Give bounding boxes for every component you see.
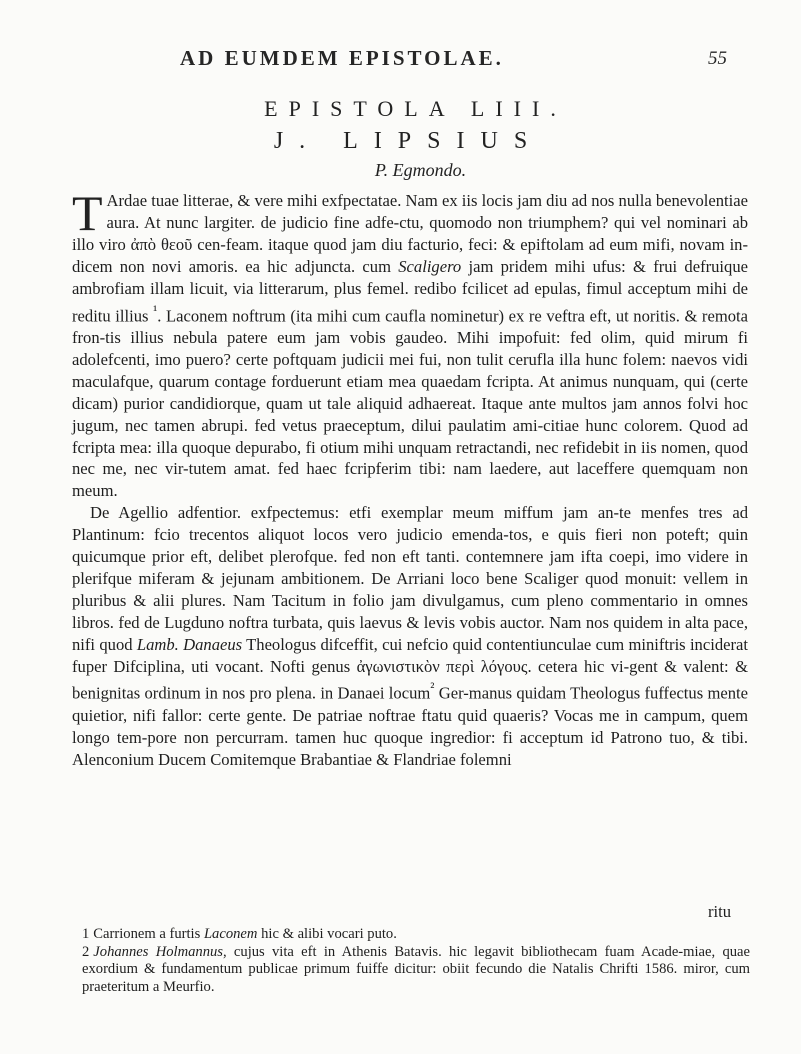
footnote-2-text: , cujus vita eft in Athenis Batavis. hic legavit bibliothecam fuam Acade-miae, quae exordium & fundamentum publicae primum fuiffe dicitur: obiit fecundo die Natalis Chrifti 1586. miror, cum praeteritum a Meurfio. <box>82 943 750 995</box>
p1-text-c: jam pridem mihi ufus: & frui defruique ambrofiam illam licuit, via litterarum, plus femel. redibo fcilicet ad epulas, fimul acceptum mihi de reditu illius <box>72 256 748 326</box>
footnote-ref-2: ² <box>430 680 435 696</box>
p1-text-d: . Laconem noftrum (ita mihi cum caufla nominetur) ex re veftra eft, ut noritis. & remota fron-tis illius nebula patere eum jam vobis gaudeo. Mihi impofuit: fed olim, quid mirum fi adolefcenti, imo puero? certe poftquam judicii mei fui, non tulit cerufla illa hunc folem: naevos vidi maculafque, quarum contage forduerunt etiam mea quaedam fcripta. At animus nunquam, qui (certe dicam) purior candidiorque, quam ut tale aliquid adhaereat. Itaque ante multos jam annos folvi hoc jugum, nec tamen abrupi. fed vetus praeceptum, dilui paulatim ami-citiae hunc colorem. Quod ad fcripta mea: illa quoque depurabo, fi otium mihi unquam retractandi, nec refidebit in iis nomen, quod nec me, nec vir-tutem amat. fed haec fcripferim tibi: nam laedere, aut laceffere quemquam non meum. <box>72 306 749 501</box>
p2-text-d: Ger-manus quidam Theologus fuffectus mente quietior, nifi fallor: certe gente. De patriae noftrae ftatu quid quaeris? Vocas me in campum, quem longo tem-pore non percurram. tamen huc quoque ingredior: fi acceptum id Patrono tuo, & tibi. Alenconium Ducem Comitemque Brabantiae & Flandriae folemni <box>72 684 749 769</box>
letter-author: J. LIPSIUS <box>273 128 544 154</box>
footnotes <box>82 926 750 996</box>
page-number: 55 <box>708 48 727 69</box>
footnote-1 <box>82 926 750 944</box>
p1-text-b: cen-feam. itaque quod jam diu facturio, feci: & epiftolam ad eum mifi, novam in-dicem non novi amoris. ea hic adjuncta. cum <box>72 234 749 276</box>
name-danaeus: Lamb. Danaeus <box>136 634 243 654</box>
drop-cap: T <box>72 185 103 241</box>
paragraph-1 <box>72 185 749 502</box>
p2-text-c: . cetera hic vi-gent & valent: & benignitas ordinum in nos pro plena. in Danaei locum <box>72 656 748 703</box>
p2-text-b: Theologus difceffit, cui nefcio quid contentiunculae cum miniftris inciderat fuper Difciplina, uti vocant. Nofti genus <box>72 634 748 676</box>
footnote-1-text-a: Carrionem a furtis <box>93 926 204 942</box>
footnote-1-number: 1 <box>82 926 90 942</box>
footnote-2-number: 2 <box>82 943 90 960</box>
footnote-1-laconem: Laconem <box>203 926 258 942</box>
name-scaliger: Scaligero <box>398 256 462 276</box>
running-head <box>0 46 801 76</box>
p2-text-a: De Agellio adfentior. exfpectemus: etfi exemplar meum miffum jam an-te menfes tres ad Plantinum: fcio trecentos aliquot locos vero judicio emenda-tos, e quis fieri non poteft; quin quicumque prior eft, delibet plerofque. fed non eft tanti. contemnere jam ifta coepi, imo videre in plerifque miferam & jejunam ambitionem. De Arriani loco bene Scaliger quod monuit: vellem in pluribus & alii plures. Nam Tacitum in folio jam divulgamus, cum pleno commentario in omnes libros. fed de Lugduno noftra turbata, quis laevus & levis vobis auctor. Nam nos quidem in alta pace, nifi quod <box>72 503 748 654</box>
letter-heading: EPISTOLA LIII. <box>264 96 567 121</box>
letter-body <box>72 185 749 771</box>
footnote-2-name: Johannes Holmannus <box>93 943 223 960</box>
letter-addressee: P. Egmondo. <box>374 160 467 180</box>
footnote-ref-1: ¹ <box>153 302 158 318</box>
footnote-2 <box>82 944 750 997</box>
p1-text-a: Ardae tuae litterae, & vere mihi exfpectatae. Nam ex iis locis jam diu ad nos nulla benevolentiae aura. At nunc largiter. de judicio fine adfe-ctu, quomodo non triumphem? qui vel nominari ab illo viro <box>72 191 748 254</box>
greek-phrase-1: ἀπὸ θεοῦ <box>130 234 193 254</box>
paragraph-2 <box>72 502 748 770</box>
running-head-title: AD EUMDEM EPISTOLAE. <box>180 46 504 70</box>
greek-phrase-2: ἀγωνιστικὸν περὶ λόγους <box>356 656 528 676</box>
catchword: ritu <box>708 902 732 921</box>
footnote-1-text-b: hic & alibi vocari puto. <box>257 926 397 942</box>
